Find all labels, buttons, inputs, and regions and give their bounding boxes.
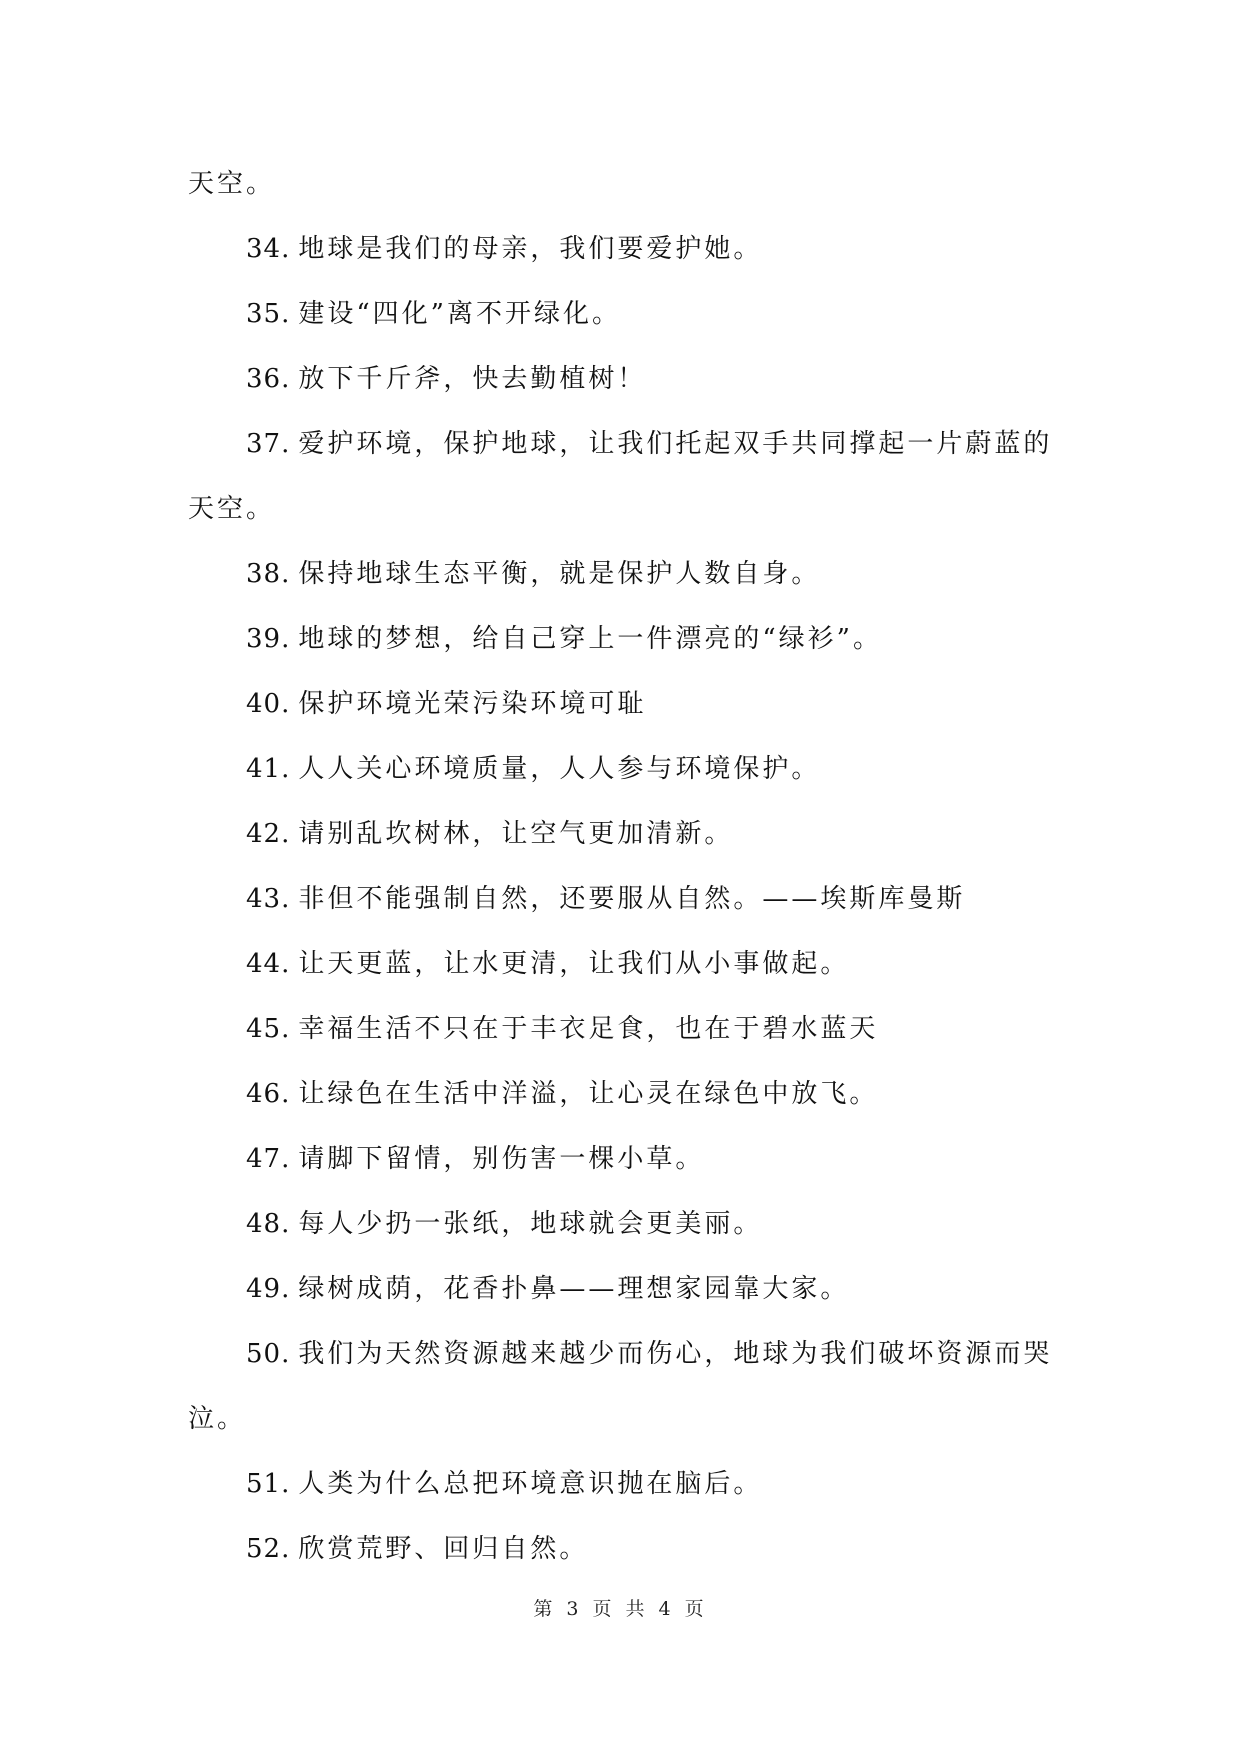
item-number: 45. bbox=[246, 1014, 291, 1044]
item-text: 我们为天然资源越来越少而伤心，地球为我们破坏资源而哭 bbox=[298, 1339, 1053, 1369]
list-item-46 bbox=[188, 1062, 1068, 1127]
item-number: 35. bbox=[246, 299, 291, 329]
item-text: 每人少扔一张纸，地球就会更美丽。 bbox=[298, 1209, 763, 1239]
list-item-41 bbox=[188, 737, 1068, 802]
list-item-44 bbox=[188, 932, 1068, 997]
list-item-52 bbox=[188, 1517, 1068, 1582]
item-text: 请别乱坎树林，让空气更加清新。 bbox=[298, 819, 734, 849]
list-item-37 bbox=[188, 412, 1068, 477]
list-item-42 bbox=[188, 802, 1068, 867]
list-item-50 bbox=[188, 1322, 1068, 1387]
list-item-34 bbox=[188, 217, 1068, 282]
page-footer: 第 3 页 共 4 页 bbox=[533, 1598, 708, 1620]
item-number: 36. bbox=[246, 364, 291, 394]
list-item-38 bbox=[188, 542, 1068, 607]
item-number: 43. bbox=[246, 884, 291, 914]
list-item-49 bbox=[188, 1257, 1068, 1322]
item-text: 放下千斤斧，快去勤植树！ bbox=[298, 364, 647, 394]
item-text: 请脚下留情，别伤害一棵小草。 bbox=[298, 1144, 705, 1174]
item-number: 52. bbox=[246, 1534, 291, 1564]
item-number: 38. bbox=[246, 559, 291, 589]
item-text: 欣赏荒野、回归自然。 bbox=[298, 1534, 589, 1564]
item-text: 地球是我们的母亲，我们要爱护她。 bbox=[298, 234, 763, 264]
document-body bbox=[188, 152, 1068, 1582]
item-number: 37. bbox=[246, 429, 291, 459]
item-number: 34. bbox=[246, 234, 291, 264]
item-number: 47. bbox=[246, 1144, 291, 1174]
item-number: 50. bbox=[246, 1339, 291, 1369]
item-text: 人类为什么总把环境意识抛在脑后。 bbox=[298, 1469, 763, 1499]
list-item-51 bbox=[188, 1452, 1068, 1517]
item-text: 非但不能强制自然，还要服从自然。——埃斯库曼斯 bbox=[298, 884, 966, 914]
item-number: 51. bbox=[246, 1469, 291, 1499]
item-number: 49. bbox=[246, 1274, 291, 1304]
item-text: 地球的梦想，给自己穿上一件漂亮的“绿衫”。 bbox=[298, 624, 882, 654]
item-number: 41. bbox=[246, 754, 291, 784]
list-item-43 bbox=[188, 867, 1068, 932]
item-text: 幸福生活不只在于丰衣足食，也在于碧水蓝天 bbox=[298, 1014, 879, 1044]
list-item-40 bbox=[188, 672, 1068, 737]
item-number: 48. bbox=[246, 1209, 291, 1239]
item-text: 让绿色在生活中洋溢，让心灵在绿色中放飞。 bbox=[298, 1079, 879, 1109]
item-text: 爱护环境，保护地球，让我们托起双手共同撑起一片蔚蓝的 bbox=[298, 429, 1053, 459]
list-item-35 bbox=[188, 282, 1068, 347]
list-item-36 bbox=[188, 347, 1068, 412]
list-item-45 bbox=[188, 997, 1068, 1062]
item-text: 保护环境光荣污染环境可耻 bbox=[298, 689, 647, 719]
list-item-37-continued: 天空。 bbox=[188, 494, 276, 524]
item-text: 绿树成荫，花香扑鼻——理想家园靠大家。 bbox=[298, 1274, 850, 1304]
item-number: 44. bbox=[246, 949, 291, 979]
list-item-50-continued: 泣。 bbox=[188, 1404, 247, 1434]
list-item-47 bbox=[188, 1127, 1068, 1192]
item-text: 让天更蓝，让水更清，让我们从小事做起。 bbox=[298, 949, 850, 979]
item-text: 建设“四化”离不开绿化。 bbox=[298, 299, 621, 329]
item-text: 人人关心环境质量，人人参与环境保护。 bbox=[298, 754, 821, 784]
item-number: 46. bbox=[246, 1079, 291, 1109]
continued-line: 天空。 bbox=[188, 169, 276, 199]
list-item-39 bbox=[188, 607, 1068, 672]
item-text: 保持地球生态平衡，就是保护人数自身。 bbox=[298, 559, 821, 589]
list-item-48 bbox=[188, 1192, 1068, 1257]
item-number: 40. bbox=[246, 689, 291, 719]
item-number: 42. bbox=[246, 819, 291, 849]
item-number: 39. bbox=[246, 624, 291, 654]
